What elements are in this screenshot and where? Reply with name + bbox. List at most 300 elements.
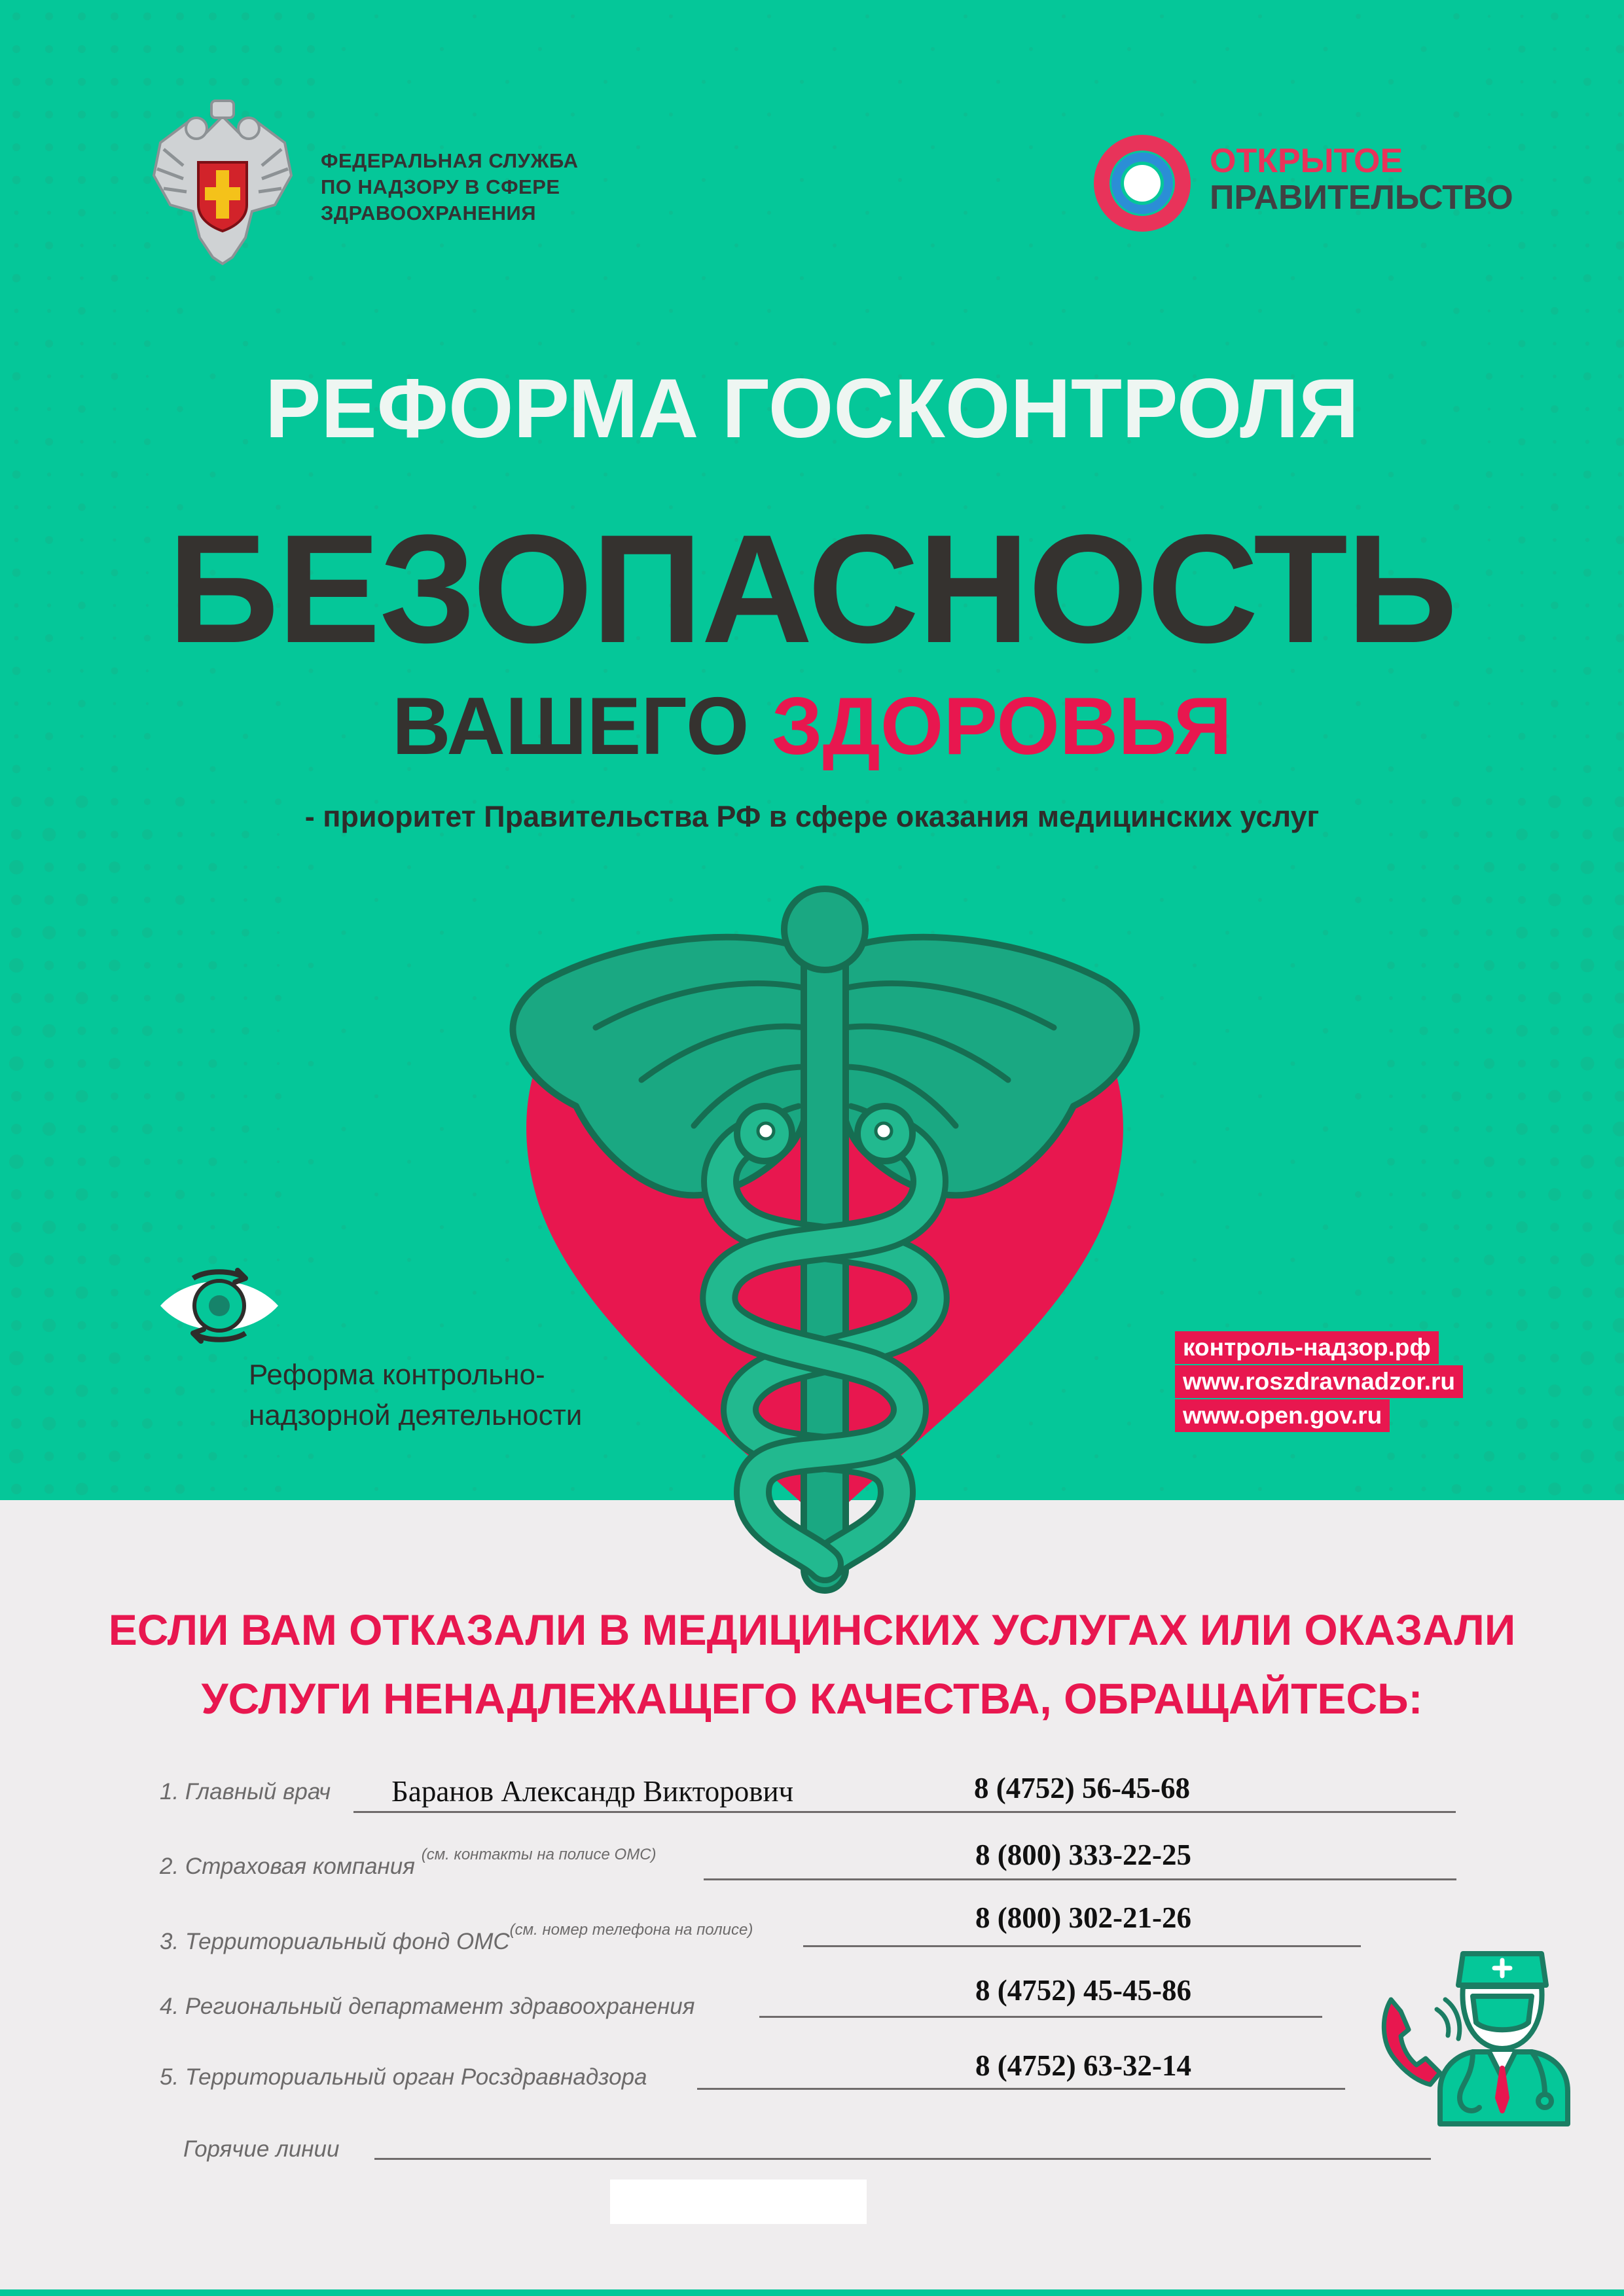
pattern-dot	[1548, 893, 1561, 906]
pattern-dot	[1062, 14, 1066, 18]
pattern-dot	[1258, 1291, 1262, 1295]
pattern-dot	[208, 1452, 217, 1460]
pattern-dot	[1618, 276, 1623, 281]
pattern-dot	[1193, 178, 1197, 182]
contacts-heading-line: ЕСЛИ ВАМ ОТКАЗАЛИ В МЕДИЦИНСКИХ УСЛУГАХ ИЛИ ОКАЗАЛИ	[108, 1605, 1516, 1654]
pattern-dot	[1258, 1193, 1262, 1196]
pattern-dot	[1486, 1028, 1492, 1034]
pattern-dot	[111, 1485, 118, 1493]
pattern-dot	[833, 342, 837, 346]
pattern-dot	[1258, 996, 1262, 1000]
pattern-dot	[177, 1159, 183, 1165]
pattern-dot	[931, 342, 935, 346]
pattern-dot	[9, 1155, 24, 1169]
pattern-dot	[242, 929, 249, 937]
pattern-dot	[1583, 78, 1591, 86]
pattern-dot	[109, 1352, 120, 1364]
pattern-dot	[1519, 242, 1526, 249]
pattern-dot	[1454, 1454, 1460, 1460]
pattern-dot	[341, 1225, 346, 1229]
pattern-dot	[274, 12, 282, 20]
pattern-dot	[77, 1223, 86, 1231]
pattern-dot	[1550, 1419, 1559, 1427]
pattern-dot	[43, 1122, 56, 1136]
pattern-dot	[12, 274, 21, 283]
pattern-dot	[277, 1259, 280, 1261]
pattern-dot	[1486, 1126, 1492, 1132]
pattern-dot	[177, 865, 183, 870]
pattern-dot	[1519, 340, 1526, 348]
pattern-dot	[1516, 1319, 1528, 1331]
pattern-dot	[1388, 79, 1394, 84]
pattern-dot	[210, 897, 215, 902]
pattern-dot	[1387, 863, 1395, 871]
pattern-dot	[1094, 865, 1098, 869]
pattern-dot	[1615, 960, 1624, 971]
pattern-dot	[604, 276, 607, 280]
pattern-dot	[1521, 310, 1524, 313]
pattern-dot	[1454, 1159, 1460, 1165]
pattern-dot	[177, 1355, 183, 1361]
pattern-dot	[111, 275, 118, 282]
pattern-dot	[1419, 1321, 1428, 1329]
pattern-dot	[964, 14, 967, 18]
pattern-dot	[1421, 1454, 1426, 1458]
pattern-dot	[1518, 1354, 1526, 1362]
pattern-dot	[1548, 1188, 1561, 1200]
pattern-dot	[1583, 471, 1591, 478]
pattern-dot	[11, 1026, 22, 1036]
pattern-dot	[1452, 994, 1462, 1003]
underline	[704, 1878, 1456, 1880]
pattern-dot	[177, 1028, 183, 1034]
pattern-dot	[1518, 1387, 1526, 1395]
pattern-dot	[833, 243, 837, 247]
pattern-dot	[1419, 1124, 1428, 1133]
pattern-dot	[208, 1255, 217, 1264]
pattern-dot	[1551, 111, 1559, 118]
pattern-dot	[1324, 47, 1328, 52]
pattern-dot	[277, 931, 280, 934]
pattern-dot	[898, 80, 902, 84]
pattern-dot	[1453, 111, 1460, 118]
link-kontrol-nadzor[interactable]: контроль-надзор.рф	[1175, 1331, 1439, 1364]
pattern-dot	[175, 1484, 185, 1494]
pattern-dot	[604, 473, 607, 476]
contact-label-insurance	[160, 1846, 657, 1880]
bottom-strip	[0, 2289, 1624, 2296]
pattern-dot	[1453, 13, 1460, 20]
pattern-dot	[833, 47, 837, 51]
pattern-dot	[1615, 1484, 1624, 1495]
link-open-gov[interactable]: www.open.gov.ru	[1175, 1399, 1390, 1432]
pattern-dot	[210, 1388, 215, 1393]
pattern-dot	[307, 45, 315, 53]
pattern-dot	[77, 1419, 86, 1427]
underline	[803, 1945, 1361, 1947]
pattern-dot	[473, 1193, 477, 1196]
pattern-dot	[1355, 897, 1362, 903]
pattern-dot	[244, 1356, 247, 1360]
pattern-dot	[45, 1059, 54, 1069]
pattern-dot	[1225, 1225, 1229, 1229]
pattern-dot	[176, 12, 184, 20]
pattern-dot	[1582, 1026, 1592, 1035]
pattern-dot	[78, 45, 86, 53]
pattern-dot	[45, 1386, 54, 1396]
pattern-dot	[111, 1420, 118, 1427]
pattern-dot	[12, 143, 20, 151]
pattern-dot	[142, 1418, 153, 1429]
pattern-dot	[1387, 1158, 1395, 1166]
pattern-dot	[1193, 963, 1197, 967]
pattern-dot	[144, 1191, 151, 1198]
pattern-dot	[1521, 113, 1524, 117]
pattern-dot	[244, 996, 247, 1000]
pattern-dot	[1454, 1061, 1460, 1067]
chief-doctor-phone: 8 (4752) 56-45-68	[974, 1772, 1190, 1804]
pattern-dot	[274, 45, 282, 53]
pattern-dot	[45, 78, 53, 86]
pattern-dot	[1580, 1253, 1594, 1266]
pattern-dot	[1355, 1191, 1362, 1198]
pattern-dot	[1521, 211, 1524, 215]
pattern-dot	[1618, 14, 1623, 19]
pattern-dot	[47, 211, 51, 215]
pattern-dot	[1585, 145, 1589, 149]
pattern-dot	[1618, 309, 1623, 314]
reform-line: надзорной деятельности	[249, 1399, 583, 1431]
pattern-dot	[11, 1222, 22, 1232]
link-roszdravnadzor[interactable]: www.roszdravnadzor.ru	[1175, 1365, 1463, 1398]
pattern-dot	[146, 310, 149, 312]
pattern-dot	[1582, 1222, 1592, 1232]
pattern-dot	[45, 45, 53, 53]
pattern-dot	[800, 473, 804, 476]
health-department-phone: 8 (4752) 45-45-86	[975, 1974, 1191, 2007]
pattern-dot	[341, 1028, 346, 1033]
open-gov-line: ОТКРЫТОЕ	[1210, 142, 1403, 180]
title-word-health: ЗДОРОВЬЯ	[771, 681, 1232, 772]
pattern-dot	[45, 242, 53, 249]
pattern-dot	[9, 1253, 24, 1267]
pattern-dot	[208, 1059, 217, 1067]
pattern-dot	[177, 1225, 183, 1230]
pattern-dot	[45, 1255, 54, 1265]
pattern-dot	[1388, 276, 1394, 281]
pattern-dot	[277, 1226, 280, 1229]
pattern-dot	[45, 1157, 54, 1167]
pattern-dot	[1029, 243, 1033, 247]
pattern-dot	[14, 243, 19, 248]
pattern-dot	[1548, 1384, 1561, 1397]
pattern-dot	[1550, 1452, 1559, 1460]
pattern-dot	[11, 1418, 22, 1429]
pattern-dot	[210, 1486, 215, 1491]
pattern-dot	[177, 930, 183, 936]
agency-line: ФЕДЕРАЛЬНАЯ СЛУЖБА	[321, 149, 579, 172]
pattern-dot	[111, 1092, 118, 1100]
pattern-dot	[1615, 1451, 1624, 1462]
pattern-dot	[440, 1323, 444, 1327]
pattern-dot	[1486, 1388, 1492, 1394]
pattern-dot	[109, 1450, 120, 1462]
pattern-dot	[1388, 472, 1394, 477]
pattern-dot	[1258, 14, 1262, 18]
pattern-dot	[702, 473, 706, 476]
pattern-dot	[1453, 308, 1460, 314]
pattern-dot	[1580, 1449, 1594, 1463]
pattern-dot	[1615, 1386, 1624, 1397]
pattern-dot	[1616, 45, 1624, 54]
pattern-dot	[11, 993, 22, 1003]
pattern-dot	[307, 78, 315, 86]
pattern-dot	[1521, 81, 1524, 84]
pattern-dot	[1421, 1192, 1426, 1196]
pattern-dot	[1516, 1025, 1528, 1037]
chief-doctor-name: Баранов Александр Викторович	[391, 1775, 794, 1808]
pattern-dot	[1618, 113, 1623, 117]
pattern-dot	[1421, 46, 1427, 52]
pattern-dot	[308, 1061, 314, 1067]
pattern-dot	[1585, 309, 1589, 313]
pattern-dot	[1291, 1258, 1295, 1263]
pattern-dot	[176, 45, 184, 53]
pattern-dot	[111, 1321, 118, 1329]
contact-label-health-department	[160, 1994, 695, 2020]
title-health	[0, 681, 1624, 772]
pattern-dot	[144, 1388, 151, 1394]
open-government-logo-text	[1210, 143, 1513, 216]
pattern-dot	[767, 211, 771, 215]
pattern-dot	[244, 898, 247, 902]
pattern-dot	[734, 145, 738, 149]
pattern-dot	[175, 1092, 185, 1102]
pattern-dot	[1488, 48, 1490, 50]
pattern-dot	[341, 930, 346, 935]
pattern-dot	[1484, 960, 1494, 971]
pattern-dot	[505, 80, 509, 84]
pattern-dot	[1518, 1289, 1526, 1297]
pattern-dot	[80, 243, 83, 247]
pattern-dot	[1553, 178, 1557, 182]
pattern-dot	[111, 1387, 118, 1395]
pattern-dot	[1486, 275, 1492, 281]
pattern-dot	[1389, 1193, 1393, 1196]
pattern-dot	[11, 1386, 22, 1396]
pattern-dot	[636, 47, 640, 51]
pattern-dot	[1094, 276, 1098, 280]
pattern-dot	[45, 176, 53, 184]
pattern-dot	[210, 1094, 215, 1098]
pattern-dot	[1452, 1484, 1462, 1494]
pattern-dot	[505, 865, 509, 869]
pattern-dot	[144, 864, 151, 870]
pattern-dot	[142, 1124, 153, 1134]
pattern-dot	[1488, 342, 1490, 345]
pattern-dot	[734, 243, 738, 247]
pattern-dot	[43, 1221, 56, 1234]
pattern-dot	[1225, 243, 1229, 247]
pattern-dot	[244, 1258, 247, 1262]
pattern-dot	[77, 1255, 86, 1264]
pattern-dot	[1518, 863, 1526, 871]
pattern-dot	[1454, 1028, 1460, 1034]
pattern-dot	[111, 1027, 118, 1035]
pattern-dot	[45, 1190, 54, 1200]
pattern-dot	[1521, 15, 1524, 18]
pattern-dot	[111, 78, 118, 86]
pattern-dot	[1193, 1258, 1197, 1262]
pattern-dot	[144, 1289, 151, 1296]
pattern-dot	[1616, 242, 1624, 250]
pattern-dot	[473, 1291, 477, 1295]
pattern-dot	[1550, 863, 1559, 871]
pattern-dot	[1291, 1160, 1295, 1164]
pattern-dot	[473, 309, 477, 313]
pattern-dot	[143, 45, 151, 53]
pattern-dot	[177, 1126, 183, 1132]
pattern-dot	[1387, 1452, 1395, 1460]
pattern-dot	[1421, 243, 1427, 249]
pattern-dot	[78, 176, 86, 184]
pattern-dot	[1389, 1487, 1393, 1491]
pattern-dot	[77, 1452, 86, 1460]
pattern-dot	[210, 472, 216, 478]
pattern-dot	[1486, 1322, 1492, 1329]
pattern-dot	[45, 143, 53, 151]
contact-label-chief-doctor	[160, 1779, 331, 1805]
pattern-dot	[244, 963, 247, 967]
pattern-dot	[473, 14, 477, 18]
pattern-dot	[1029, 145, 1033, 149]
pattern-dot	[669, 211, 673, 215]
pattern-dot	[45, 1288, 54, 1298]
pattern-dot	[210, 1225, 215, 1229]
pattern-dot	[1486, 995, 1492, 1001]
contacts-heading-line: УСЛУГИ НЕНАДЛЕЖАЩЕГО КАЧЕСТВА, ОБРАЩАЙТЕСЬ:	[201, 1674, 1423, 1723]
pattern-dot	[1550, 1157, 1559, 1166]
pattern-dot	[1518, 1452, 1526, 1460]
pattern-dot	[1486, 1289, 1492, 1296]
pattern-dot	[209, 78, 217, 86]
pattern-dot	[1615, 1255, 1624, 1266]
pattern-dot	[75, 893, 88, 906]
pattern-dot	[11, 895, 22, 905]
pattern-dot	[9, 860, 24, 874]
pattern-dot	[1160, 1291, 1164, 1295]
pattern-dot	[244, 1454, 247, 1458]
pattern-dot	[1616, 340, 1624, 348]
pattern-dot	[1582, 895, 1592, 905]
pattern-dot	[374, 309, 378, 313]
pattern-dot	[307, 12, 315, 20]
pattern-dot	[1160, 1193, 1164, 1196]
pattern-dot	[1548, 992, 1561, 1004]
pattern-dot	[1516, 1123, 1528, 1135]
pattern-dot	[77, 1124, 86, 1133]
pattern-dot	[1324, 243, 1328, 248]
pattern-dot	[1454, 1225, 1460, 1230]
pattern-dot	[1225, 1029, 1229, 1033]
pattern-dot	[1160, 996, 1164, 1000]
pattern-dot	[1029, 47, 1033, 51]
pattern-dot	[1387, 1256, 1395, 1264]
label-note: (см. номер телефона на полисе)	[509, 1921, 753, 1939]
pattern-dot	[1421, 897, 1426, 902]
pattern-dot	[277, 866, 280, 869]
pattern-dot	[1452, 1092, 1462, 1102]
pattern-dot	[77, 928, 86, 937]
pattern-dot	[1323, 1028, 1328, 1033]
pattern-dot	[964, 309, 967, 313]
pattern-dot	[43, 1319, 56, 1333]
pattern-dot	[111, 994, 118, 1002]
pattern-dot	[77, 1059, 86, 1067]
pattern-dot	[734, 342, 738, 346]
pattern-dot	[374, 898, 378, 902]
pattern-dot	[1484, 1353, 1494, 1363]
pattern-dot	[275, 995, 281, 1001]
pattern-dot	[1454, 1323, 1460, 1329]
pattern-dot	[144, 1355, 151, 1361]
pattern-dot	[636, 342, 640, 346]
pattern-dot	[242, 1125, 249, 1133]
pattern-dot	[109, 861, 120, 873]
pattern-dot	[75, 1482, 88, 1495]
pattern-dot	[440, 342, 444, 346]
pattern-dot	[75, 1384, 88, 1397]
pattern-dot	[1613, 925, 1624, 941]
pattern-dot	[800, 80, 804, 84]
pattern-dot	[277, 1030, 280, 1032]
pattern-dot	[1355, 995, 1362, 1001]
pattern-dot	[307, 143, 315, 151]
pattern-dot	[1486, 1191, 1492, 1198]
label-text: 3. Территориальный фонд ОМС	[160, 1929, 510, 1954]
pattern-dot	[1324, 342, 1328, 346]
pattern-dot	[1062, 309, 1066, 313]
pattern-dot	[1160, 1487, 1164, 1491]
pattern-dot	[244, 1487, 247, 1491]
pattern-dot	[800, 276, 804, 280]
pattern-dot	[210, 1421, 215, 1426]
pattern-dot	[113, 310, 117, 313]
pattern-dot	[144, 1453, 151, 1460]
pattern-dot	[80, 276, 83, 279]
pattern-dot	[78, 78, 86, 86]
pattern-dot	[1618, 178, 1623, 183]
pattern-dot	[1551, 209, 1559, 217]
pattern-dot	[242, 12, 249, 20]
pattern-dot	[1582, 927, 1592, 937]
reform-caption	[249, 1355, 582, 1436]
pattern-dot	[1225, 342, 1229, 346]
agency-line: ПО НАДЗОРУ В СФЕРЕ	[321, 175, 560, 198]
pattern-dot	[1618, 80, 1623, 84]
pattern-dot	[473, 898, 477, 902]
pattern-dot	[1454, 865, 1460, 870]
pattern-dot	[1585, 342, 1589, 346]
pattern-dot	[1389, 1291, 1393, 1295]
pattern-dot	[113, 211, 117, 215]
pattern-dot	[341, 1323, 346, 1327]
pattern-dot	[210, 1192, 215, 1196]
pattern-dot	[996, 276, 1000, 280]
pattern-dot	[1193, 865, 1197, 869]
pattern-dot	[1583, 176, 1591, 184]
pattern-dot	[1582, 1484, 1592, 1494]
